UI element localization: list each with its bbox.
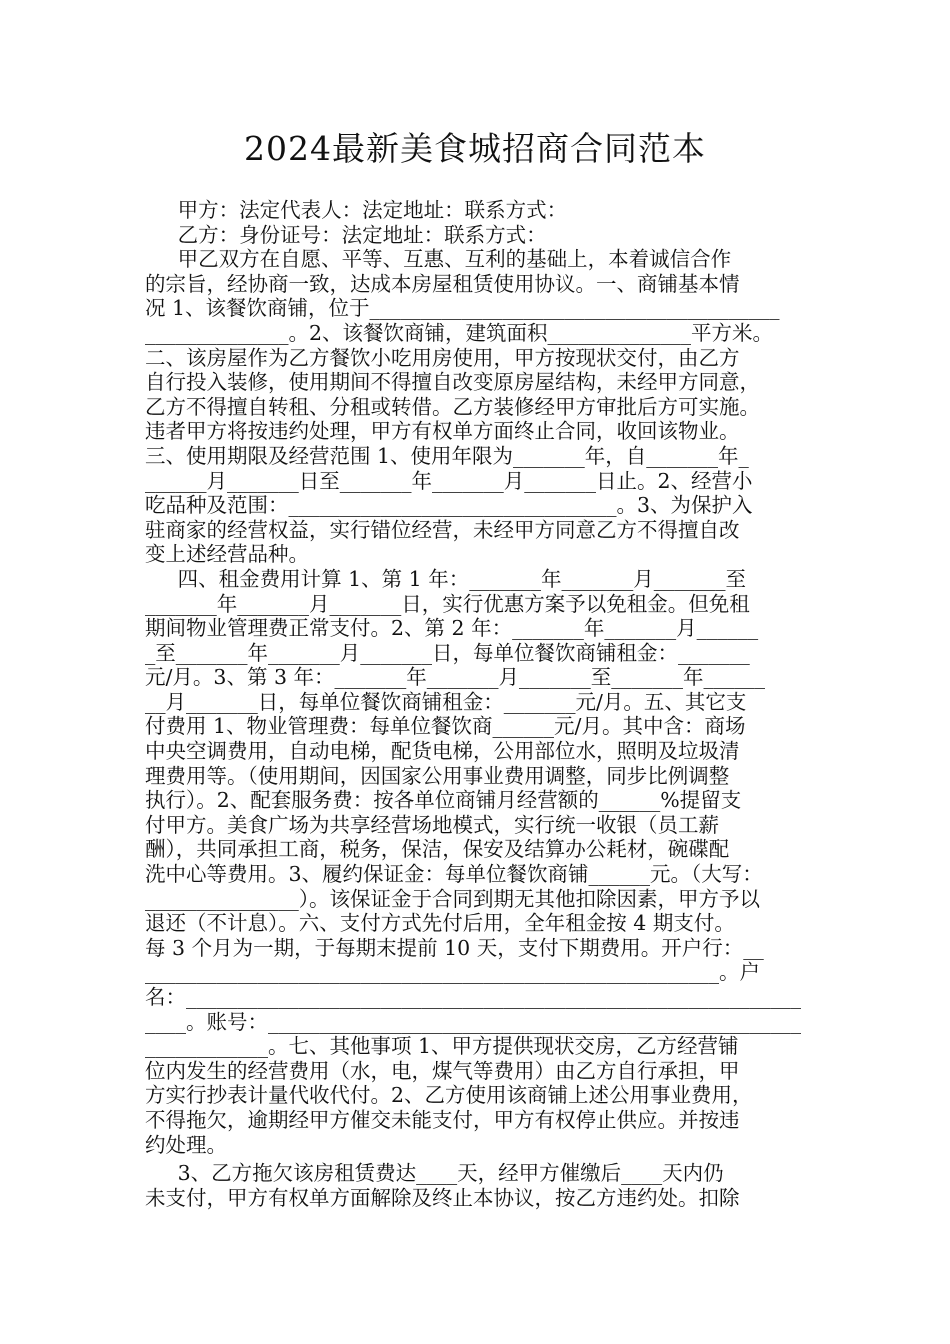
document-line: 的宗旨，经协商一致，达成本房屋租赁使用协议。一、商铺基本情 bbox=[145, 271, 740, 296]
document-line: ____________。七、其他事项 1、甲方提供现状交房，乙方经营铺 bbox=[145, 1034, 739, 1059]
document-line: 甲方：法定代表人：法定地址：联系方式： bbox=[145, 198, 568, 222]
document-line: 违者甲方将按违约处理，甲方有权单方面终止合同，收回该物业。 bbox=[145, 419, 740, 444]
document-line: ______月_______日至_______年_______月_______日止。2、经营小 bbox=[145, 468, 753, 493]
document-title: 2024最新美食城招商合同范本 bbox=[244, 129, 706, 168]
document-line: 不得拖欠，逾期经甲方催交未能支付，甲方有权停止供应。并按违 bbox=[145, 1107, 740, 1132]
document-line: 况 1、该餐饮商铺，位于________________________________________ bbox=[145, 296, 780, 321]
document-body bbox=[145, 198, 810, 1210]
document-line: 吃品种及范围：________________________________。3、为保护入 bbox=[145, 493, 753, 518]
document-line: 理费用等。（使用期间，因国家公用事业费用调整，同步比例调整 bbox=[145, 763, 730, 788]
document-line: 元/月。3、第 3 年：_______年_______月_______至_______年______ bbox=[145, 665, 766, 690]
document-line: 付甲方。美食广场为共享经营场地模式，实行统一收银（员工薪 bbox=[145, 812, 719, 837]
document-line: 甲乙双方在自愿、平等、互惠、互利的基础上，本着诚信合作 bbox=[145, 247, 732, 272]
document-line: 未支付，甲方有权单方面解除及终止本协议，按乙方违约处。扣除 bbox=[145, 1185, 740, 1210]
document-line: 乙方：身份证号：法定地址：联系方式： bbox=[145, 222, 547, 247]
document-line: ________________________________________________________。户 bbox=[145, 960, 760, 985]
document-line: 乙方不得擅自转租、分租或转借。乙方装修经甲方审批后方可实施。 bbox=[145, 394, 760, 419]
document-line: 四、租金费用计算 1、第 1 年：_______年_______月_______至 bbox=[145, 566, 746, 591]
document-line: __月_______日，每单位餐饮商铺租金：_______元/月。五、其它支 bbox=[145, 689, 747, 714]
document-line: 酬），共同承担工商，税务，保洁，保安及结算办公耗材，碗碟配 bbox=[145, 837, 730, 862]
document-line: 二、该房屋作为乙方餐饮小吃用房使用，甲方按现状交付，由乙方 bbox=[145, 345, 740, 370]
document-line: 驻商家的经营权益，实行错位经营，未经甲方同意乙方不得擅自改 bbox=[145, 517, 740, 542]
document-line: _______________）。该保证金于合同到期无其他扣除因素，甲方予以 bbox=[145, 886, 760, 911]
document-line: 每 3 个月为一期，于每期末提前 10 天，支付下期费用。开户行：__ bbox=[145, 935, 764, 960]
document-line: 3、乙方拖欠该房租赁费达____天，经甲方催缴后____天内仍 bbox=[145, 1161, 724, 1186]
document-line: 付费用 1、物业管理费：每单位餐饮商______元/月。其中含：商场 bbox=[145, 714, 746, 739]
document-line: 方实行抄表计量代收代付。2、乙方使用该商铺上述公用事业费用， bbox=[145, 1083, 753, 1108]
document-line: 位内发生的经营费用（水，电，煤气等费用）由乙方自行承担，甲 bbox=[145, 1058, 740, 1083]
document-line: 名：____________________________________________________________ bbox=[145, 985, 801, 1009]
document-line: 中央空调费用，自动电梯，配货电梯，公用部位水，照明及垃圾清 bbox=[145, 739, 740, 764]
document-line: 变上述经营品种。 bbox=[145, 542, 309, 567]
document-line: _______年_______月_______日，实行优惠方案予以免租金。但免租 bbox=[145, 591, 750, 616]
document-line: ____。账号：____________________________________________________ bbox=[145, 1009, 801, 1034]
document-line: 自行投入装修，使用期间不得擅自改变原房屋结构，未经甲方同意， bbox=[145, 370, 760, 395]
document-line: 退还（不计息）。六、支付方式先付后用，全年租金按 4 期支付。 bbox=[145, 911, 735, 936]
document-line: 三、使用期限及经营范围 1、使用年限为_______年，自_______年_ bbox=[145, 443, 749, 468]
document-line: 执行）。2、配套服务费：按各单位商铺月经营额的______%提留支 bbox=[145, 788, 742, 813]
document-line: _至_______年_______月_______日，每单位餐饮商铺租金：_______ bbox=[145, 640, 750, 665]
document-line: 洗中心等费用。3、履约保证金：每单位餐饮商铺______元。（大写： bbox=[145, 862, 763, 887]
document-line: ______________。2、该餐饮商铺，建筑面积______________平方米。 bbox=[145, 320, 774, 345]
document-line: 期间物业管理费正常支付。2、第 2 年：_______年_______月______ bbox=[145, 616, 759, 641]
document-line: 约处理。 bbox=[145, 1132, 227, 1157]
